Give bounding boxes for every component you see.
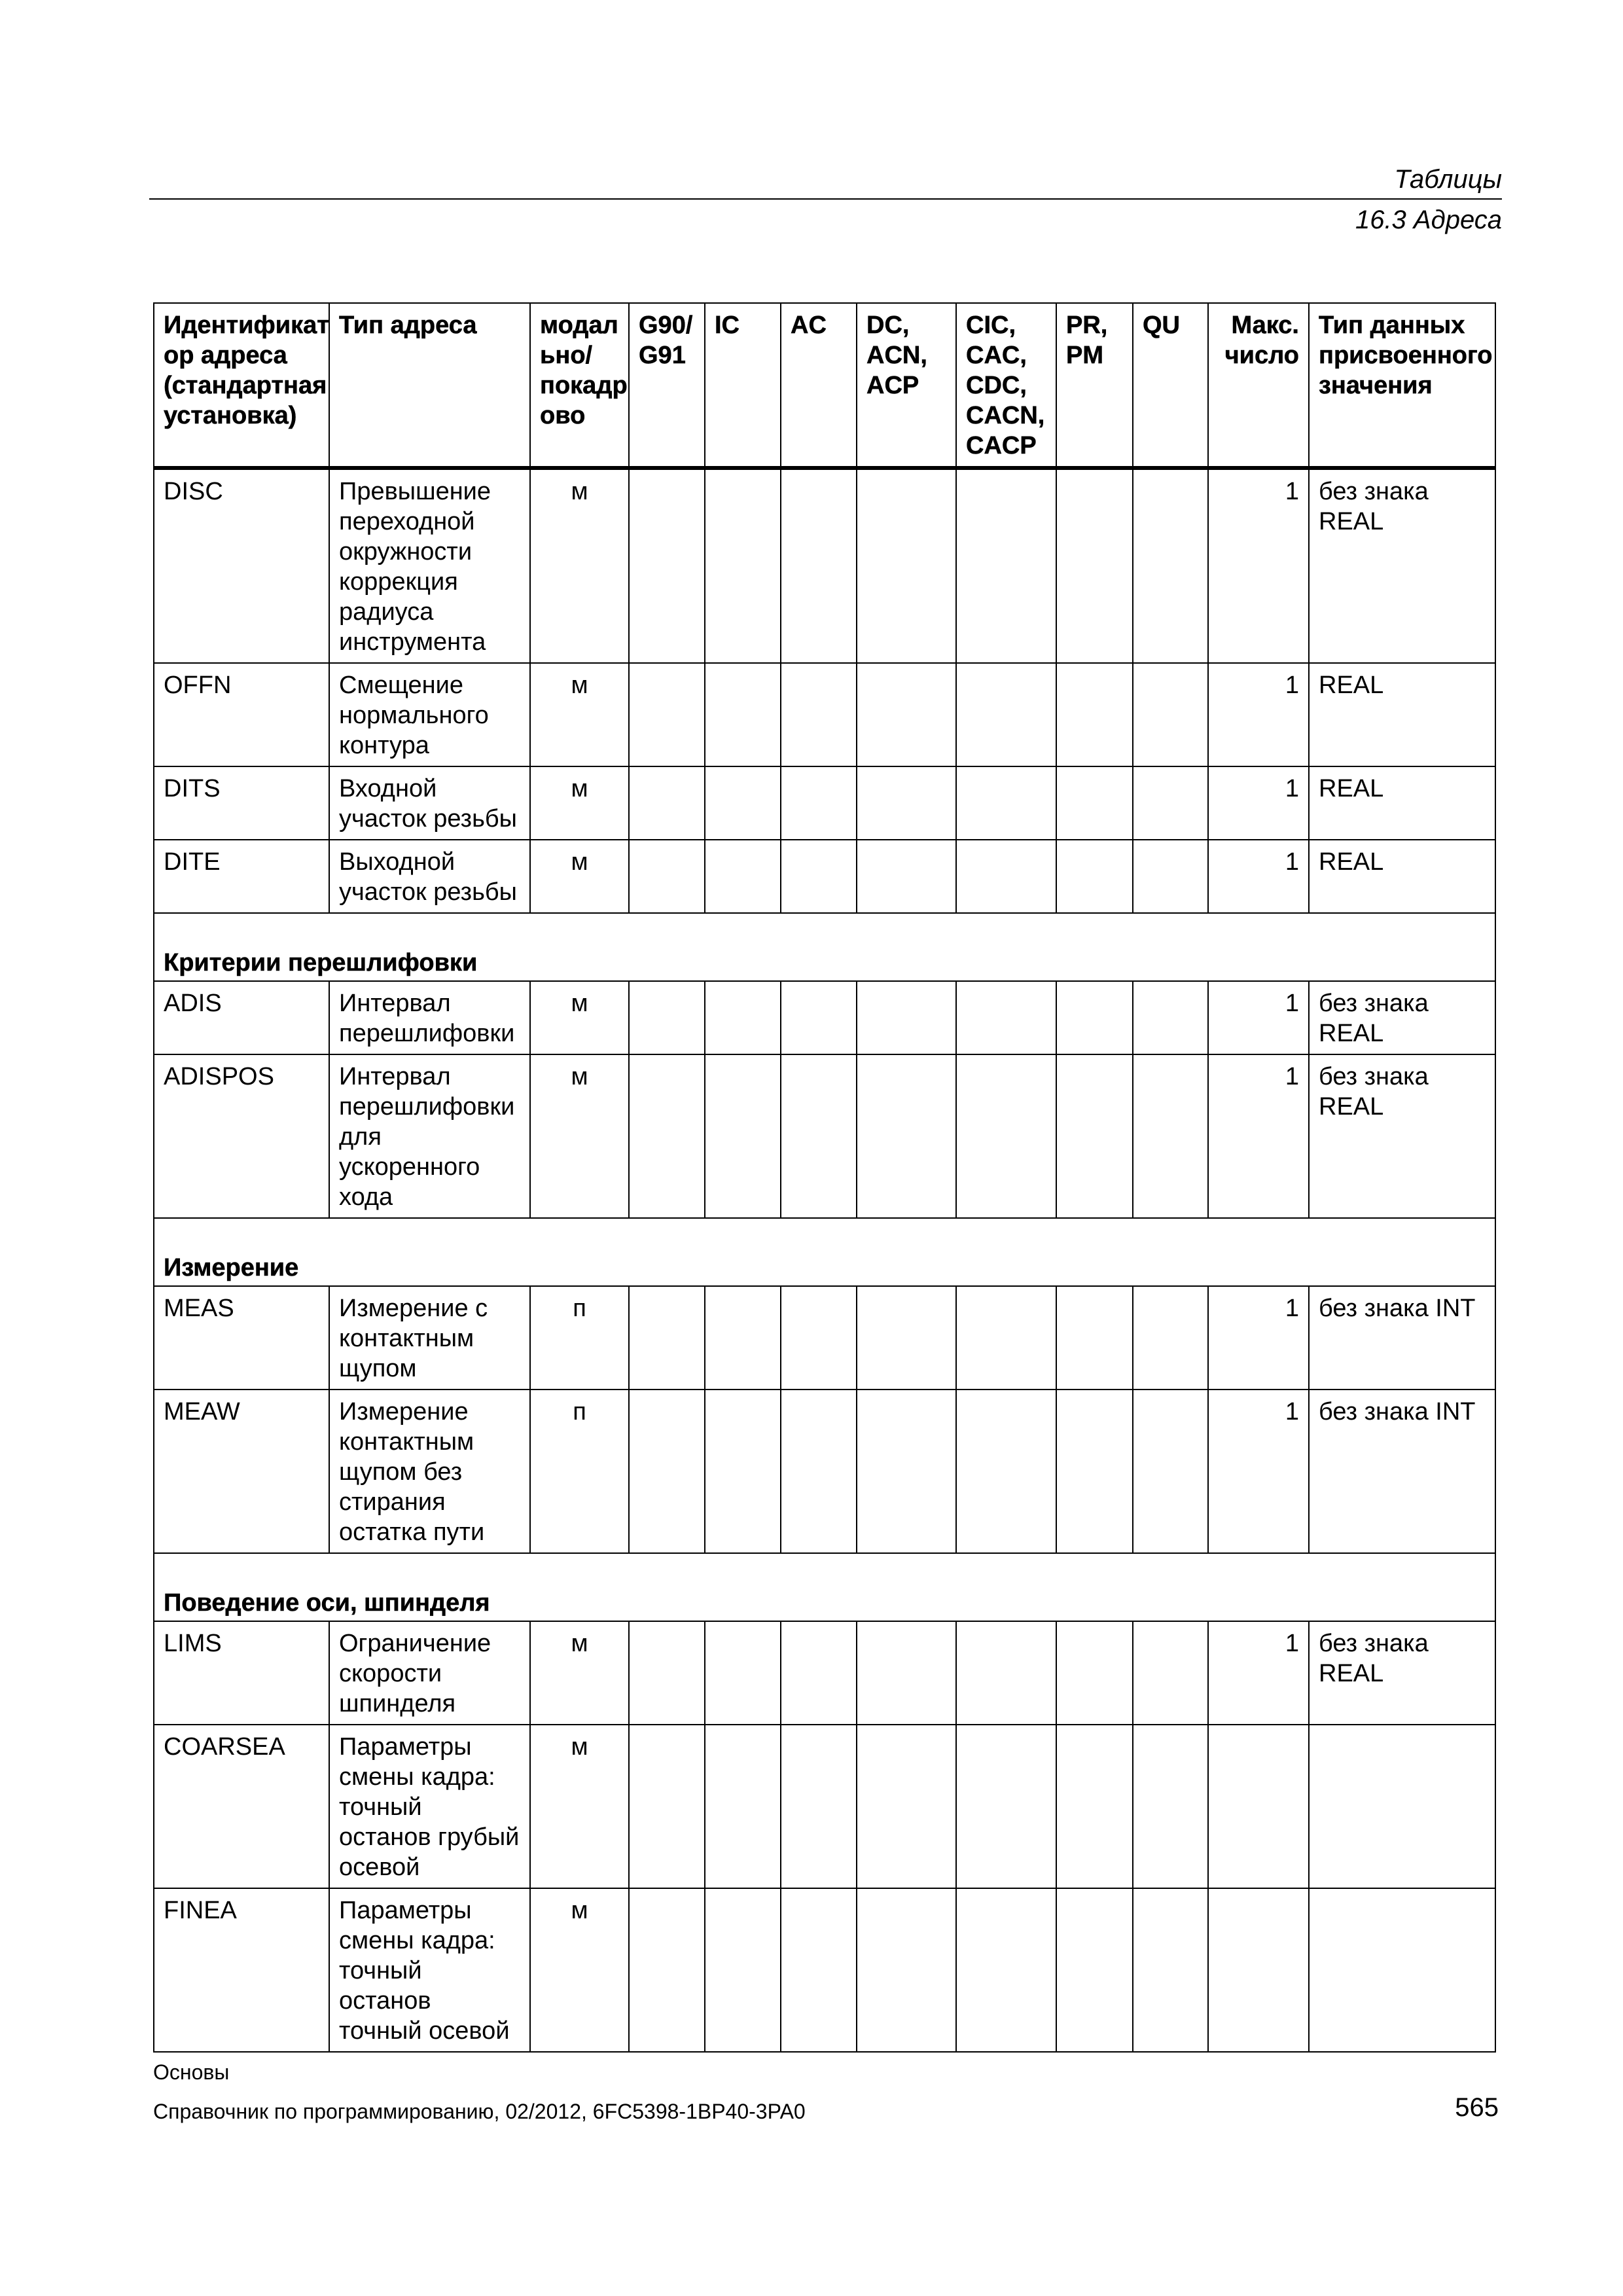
dc-cell <box>857 1286 956 1390</box>
cic-cell <box>956 663 1056 766</box>
table-row <box>154 981 1495 1054</box>
section-heading: Критерии перешлифовки <box>154 913 1495 981</box>
data-type-cell: без знака INT <box>1309 1286 1495 1390</box>
table-row <box>154 468 1495 663</box>
table-row <box>154 1888 1495 2052</box>
column-header: CIC, CAC, CDC, CACN, CACP <box>956 303 1056 468</box>
dc-cell <box>857 840 956 913</box>
section-heading-row <box>154 1553 1495 1621</box>
qu-cell <box>1133 1286 1208 1390</box>
cic-cell <box>956 468 1056 663</box>
cic-cell <box>956 1888 1056 2052</box>
qu-cell <box>1133 1054 1208 1218</box>
ac-cell <box>781 1888 857 2052</box>
address-type-cell: Параметры смены кадра: точный останов грубый осевой <box>329 1725 530 1888</box>
pr-pm-cell <box>1056 1286 1133 1390</box>
address-type-cell: Смещение нормального контура <box>329 663 530 766</box>
max-number-cell <box>1208 1725 1309 1888</box>
pr-pm-cell <box>1056 1725 1133 1888</box>
dc-cell <box>857 766 956 840</box>
g90-g91-cell <box>629 1286 705 1390</box>
address-type-cell: Измерение с контактным щупом <box>329 1286 530 1390</box>
ic-cell <box>705 468 781 663</box>
address-id-cell: LIMS <box>154 1621 329 1725</box>
max-number-cell: 1 <box>1208 468 1309 663</box>
pr-pm-cell <box>1056 840 1133 913</box>
table-header-row <box>154 303 1495 468</box>
address-type-cell: Параметры смены кадра: точный останов точный осевой <box>329 1888 530 2052</box>
address-table <box>153 302 1496 2053</box>
column-header: Тип данных присвоенного значения <box>1309 303 1495 468</box>
g90-g91-cell <box>629 840 705 913</box>
data-type-cell <box>1309 1888 1495 2052</box>
dc-cell <box>857 1725 956 1888</box>
ic-cell <box>705 1054 781 1218</box>
ac-cell <box>781 981 857 1054</box>
address-type-cell: Интервал перешлифовки для ускоренного хода <box>329 1054 530 1218</box>
max-number-cell: 1 <box>1208 1054 1309 1218</box>
ic-cell <box>705 1390 781 1553</box>
cic-cell <box>956 1054 1056 1218</box>
table-body <box>154 468 1495 2052</box>
max-number-cell <box>1208 1888 1309 2052</box>
modal-cell: м <box>530 766 629 840</box>
data-type-cell: без знака REAL <box>1309 468 1495 663</box>
column-header: Тип адреса <box>329 303 530 468</box>
max-number-cell: 1 <box>1208 840 1309 913</box>
modal-cell: м <box>530 1054 629 1218</box>
qu-cell <box>1133 1888 1208 2052</box>
cic-cell <box>956 1286 1056 1390</box>
header-rule <box>149 198 1502 200</box>
address-id-cell: DITE <box>154 840 329 913</box>
max-number-cell: 1 <box>1208 766 1309 840</box>
column-header: IC <box>705 303 781 468</box>
qu-cell <box>1133 1621 1208 1725</box>
table-row <box>154 1621 1495 1725</box>
table-row <box>154 663 1495 766</box>
g90-g91-cell <box>629 1390 705 1553</box>
pr-pm-cell <box>1056 663 1133 766</box>
address-id-cell: MEAS <box>154 1286 329 1390</box>
address-id-cell: DITS <box>154 766 329 840</box>
modal-cell: м <box>530 1888 629 2052</box>
qu-cell <box>1133 663 1208 766</box>
dc-cell <box>857 468 956 663</box>
cic-cell <box>956 766 1056 840</box>
running-header-subtitle: 16.3 Адреса <box>1355 206 1502 234</box>
footer-document: Справочник по программированию, 02/2012, 6FC5398-1BP40-3PA0 <box>153 2100 806 2123</box>
modal-cell: м <box>530 981 629 1054</box>
page-number: 565 <box>1455 2093 1499 2122</box>
data-type-cell <box>1309 1725 1495 1888</box>
max-number-cell: 1 <box>1208 981 1309 1054</box>
address-id-cell: COARSEA <box>154 1725 329 1888</box>
g90-g91-cell <box>629 981 705 1054</box>
address-type-cell: Входной участок резьбы <box>329 766 530 840</box>
qu-cell <box>1133 981 1208 1054</box>
dc-cell <box>857 663 956 766</box>
dc-cell <box>857 1888 956 2052</box>
table-row <box>154 1725 1495 1888</box>
address-type-cell: Ограничение скорости шпинделя <box>329 1621 530 1725</box>
ic-cell <box>705 1621 781 1725</box>
address-id-cell: ADISPOS <box>154 1054 329 1218</box>
column-header: PR, PM <box>1056 303 1133 468</box>
pr-pm-cell <box>1056 468 1133 663</box>
data-type-cell: REAL <box>1309 766 1495 840</box>
max-number-cell: 1 <box>1208 1390 1309 1553</box>
section-heading-row <box>154 1218 1495 1286</box>
ac-cell <box>781 1725 857 1888</box>
column-header: Макс. число <box>1208 303 1309 468</box>
ic-cell <box>705 663 781 766</box>
ac-cell <box>781 1286 857 1390</box>
table-row <box>154 840 1495 913</box>
column-header: G90/ G91 <box>629 303 705 468</box>
cic-cell <box>956 1725 1056 1888</box>
g90-g91-cell <box>629 1621 705 1725</box>
ic-cell <box>705 1888 781 2052</box>
ic-cell <box>705 981 781 1054</box>
qu-cell <box>1133 468 1208 663</box>
pr-pm-cell <box>1056 1888 1133 2052</box>
address-id-cell: DISC <box>154 468 329 663</box>
table-row <box>154 1054 1495 1218</box>
ac-cell <box>781 468 857 663</box>
modal-cell: п <box>530 1390 629 1553</box>
modal-cell: м <box>530 840 629 913</box>
qu-cell <box>1133 1390 1208 1553</box>
pr-pm-cell <box>1056 1621 1133 1725</box>
modal-cell: п <box>530 1286 629 1390</box>
dc-cell <box>857 981 956 1054</box>
address-type-cell: Измерение контактным щупом без стирания остатка пути <box>329 1390 530 1553</box>
table-row <box>154 1286 1495 1390</box>
data-type-cell: без знака REAL <box>1309 1621 1495 1725</box>
qu-cell <box>1133 766 1208 840</box>
address-id-cell: OFFN <box>154 663 329 766</box>
pr-pm-cell <box>1056 981 1133 1054</box>
ac-cell <box>781 840 857 913</box>
ic-cell <box>705 840 781 913</box>
data-type-cell: без знака REAL <box>1309 981 1495 1054</box>
section-heading-row <box>154 913 1495 981</box>
g90-g91-cell <box>629 1725 705 1888</box>
max-number-cell: 1 <box>1208 1286 1309 1390</box>
section-heading: Поведение оси, шпинделя <box>154 1553 1495 1621</box>
cic-cell <box>956 1390 1056 1553</box>
ic-cell <box>705 766 781 840</box>
ic-cell <box>705 1286 781 1390</box>
ac-cell <box>781 766 857 840</box>
g90-g91-cell <box>629 1054 705 1218</box>
max-number-cell: 1 <box>1208 663 1309 766</box>
data-type-cell: без знака REAL <box>1309 1054 1495 1218</box>
data-type-cell: REAL <box>1309 663 1495 766</box>
modal-cell: м <box>530 1621 629 1725</box>
g90-g91-cell <box>629 766 705 840</box>
footer-title: Основы <box>153 2060 230 2084</box>
max-number-cell: 1 <box>1208 1621 1309 1725</box>
dc-cell <box>857 1054 956 1218</box>
address-type-cell: Интервал перешлифовки <box>329 981 530 1054</box>
column-header: DC, ACN, ACP <box>857 303 956 468</box>
qu-cell <box>1133 840 1208 913</box>
g90-g91-cell <box>629 468 705 663</box>
modal-cell: м <box>530 663 629 766</box>
address-id-cell: FINEA <box>154 1888 329 2052</box>
pr-pm-cell <box>1056 766 1133 840</box>
address-id-cell: MEAW <box>154 1390 329 1553</box>
g90-g91-cell <box>629 1888 705 2052</box>
address-type-cell: Выходной участок резьбы <box>329 840 530 913</box>
table-row <box>154 1390 1495 1553</box>
cic-cell <box>956 1621 1056 1725</box>
cic-cell <box>956 840 1056 913</box>
column-header: модал ьно/ покадр ово <box>530 303 629 468</box>
ac-cell <box>781 663 857 766</box>
dc-cell <box>857 1621 956 1725</box>
column-header: Идентификат ор адреса (стандартная установка) <box>154 303 329 468</box>
modal-cell: м <box>530 1725 629 1888</box>
cic-cell <box>956 981 1056 1054</box>
running-header-title: Таблицы <box>1394 165 1502 194</box>
ic-cell <box>705 1725 781 1888</box>
qu-cell <box>1133 1725 1208 1888</box>
address-type-cell: Превышение переходной окружности коррекция радиуса инструмента <box>329 468 530 663</box>
modal-cell: м <box>530 468 629 663</box>
table-row <box>154 766 1495 840</box>
ac-cell <box>781 1621 857 1725</box>
address-id-cell: ADIS <box>154 981 329 1054</box>
g90-g91-cell <box>629 663 705 766</box>
column-header: AC <box>781 303 857 468</box>
ac-cell <box>781 1054 857 1218</box>
column-header: QU <box>1133 303 1208 468</box>
pr-pm-cell <box>1056 1054 1133 1218</box>
pr-pm-cell <box>1056 1390 1133 1553</box>
data-type-cell: REAL <box>1309 840 1495 913</box>
ac-cell <box>781 1390 857 1553</box>
section-heading: Измерение <box>154 1218 1495 1286</box>
dc-cell <box>857 1390 956 1553</box>
data-type-cell: без знака INT <box>1309 1390 1495 1553</box>
